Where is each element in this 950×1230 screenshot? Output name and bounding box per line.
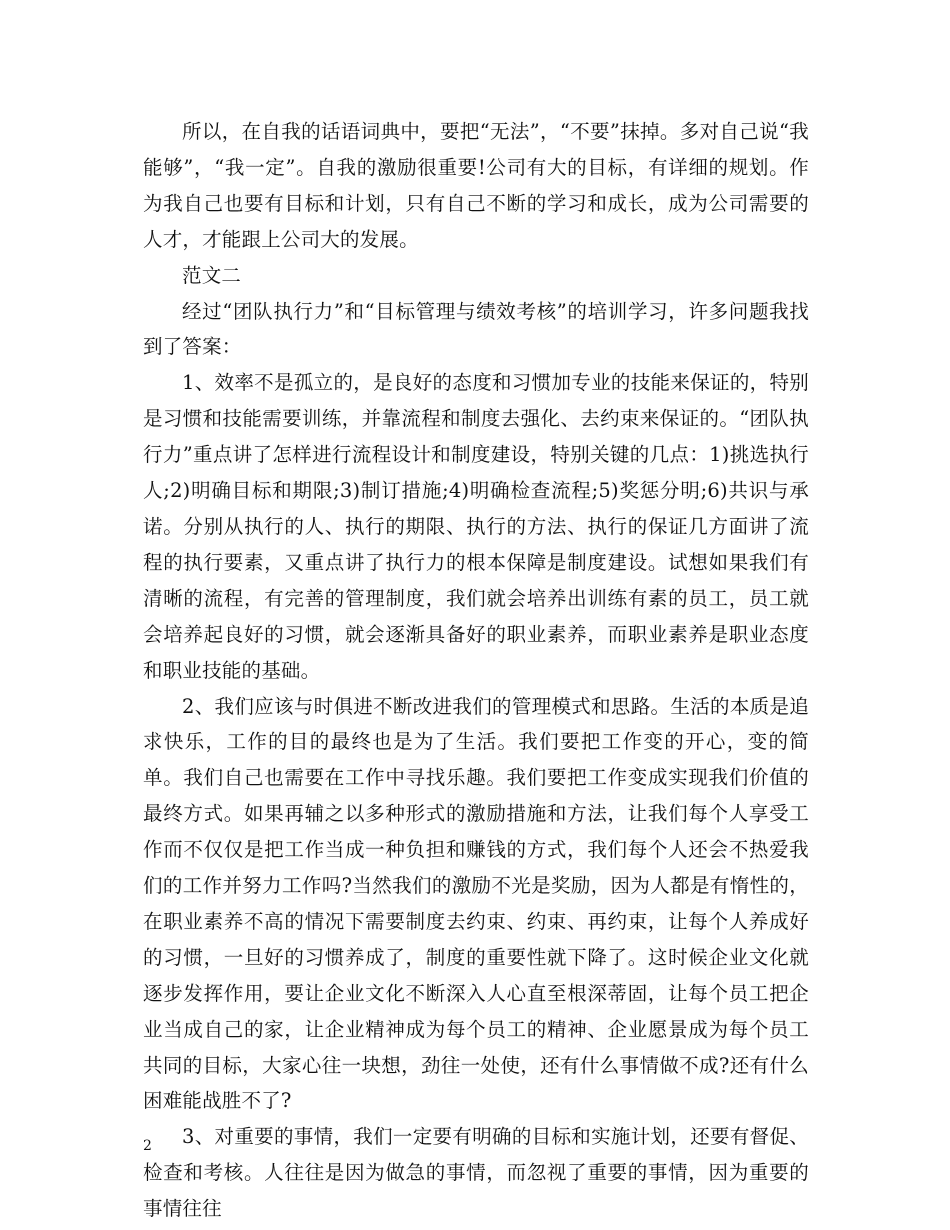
paragraph-point-1: 1、效率不是孤立的，是良好的态度和习惯加专业的技能来保证的，特别是习惯和技能需要训练，并靠流程和制度去强化、去约束来保证的。“团队执行力”重点讲了怎样进行流程设计和制度建设，特别关键的几点：1)挑选执行人;2)明确目标和期限;3)制订措施;4)明确检查流程;5)奖惩分明;6)共识与承诺。分别从执行的人、执行的期限、执行的方法、执行的保证几方面讲了流程的执行要素，又重点讲了执行力的根本保障是制度建设。试想如果我们有清晰的流程，有完善的管理制度，我们就会培养出训练有素的员工，员工就会培养起良好的习惯，就会逐渐具备好的职业素养，而职业素养是职业态度和职业技能的基础。 xyxy=(143,371,809,682)
paragraph-intro: 经过“团队执行力”和“目标管理与绩效考核”的培训学习，许多问题我找到了答案： xyxy=(143,299,809,359)
document-body xyxy=(143,114,809,1227)
page-number: 2 xyxy=(143,1138,152,1154)
paragraph-point-2: 2、我们应该与时俱进不断改进我们的管理模式和思路。生活的本质是追求快乐，工作的目的最终也是为了生活。我们要把工作变的开心，变的简单。我们自己也需要在工作中寻找乐趣。我们要把工作变成实现我们价值的最终方式。如果再辅之以多种形式的激励措施和方法，让我们每个人享受工作而不仅仅是把工作当成一种负担和赚钱的方式，我们每个人还会不热爱我们的工作并努力工作吗?当然我们的激励不光是奖励，因为人都是有惰性的，在职业素养不高的情况下需要制度去约束、约束、再约束，让每个人养成好的习惯，一旦好的习惯养成了，制度的重要性就下降了。这时候企业文化就逐步发挥作用，要让企业文化不断深入人心直至根深蒂固，让每个员工把企业当成自己的家，让企业精神成为每个员工的精神、企业愿景成为每个员工共同的目标，大家心往一块想，劲往一处使，还有什么事情做不成?还有什么困难能战胜不了? xyxy=(143,694,809,1113)
paragraph-conclusion: 所以，在自我的话语词典中，要把“无法”，“不要”抹掉。多对自己说“我能够”，“我一定”。自我的激励很重要!公司有大的目标，有详细的规划。作为我自己也要有目标和计划，只有自己不断的学习和成长，成为公司需要的人才，才能跟上公司大的发展。 xyxy=(143,120,809,251)
paragraph-point-3: 3、对重要的事情，我们一定要有明确的目标和实施计划，还要有督促、检查和考核。人往往是因为做急的事情，而忽视了重要的事情，因为重要的事情往往 xyxy=(143,1125,809,1221)
section-heading-sample-two: 范文二 xyxy=(182,263,242,287)
